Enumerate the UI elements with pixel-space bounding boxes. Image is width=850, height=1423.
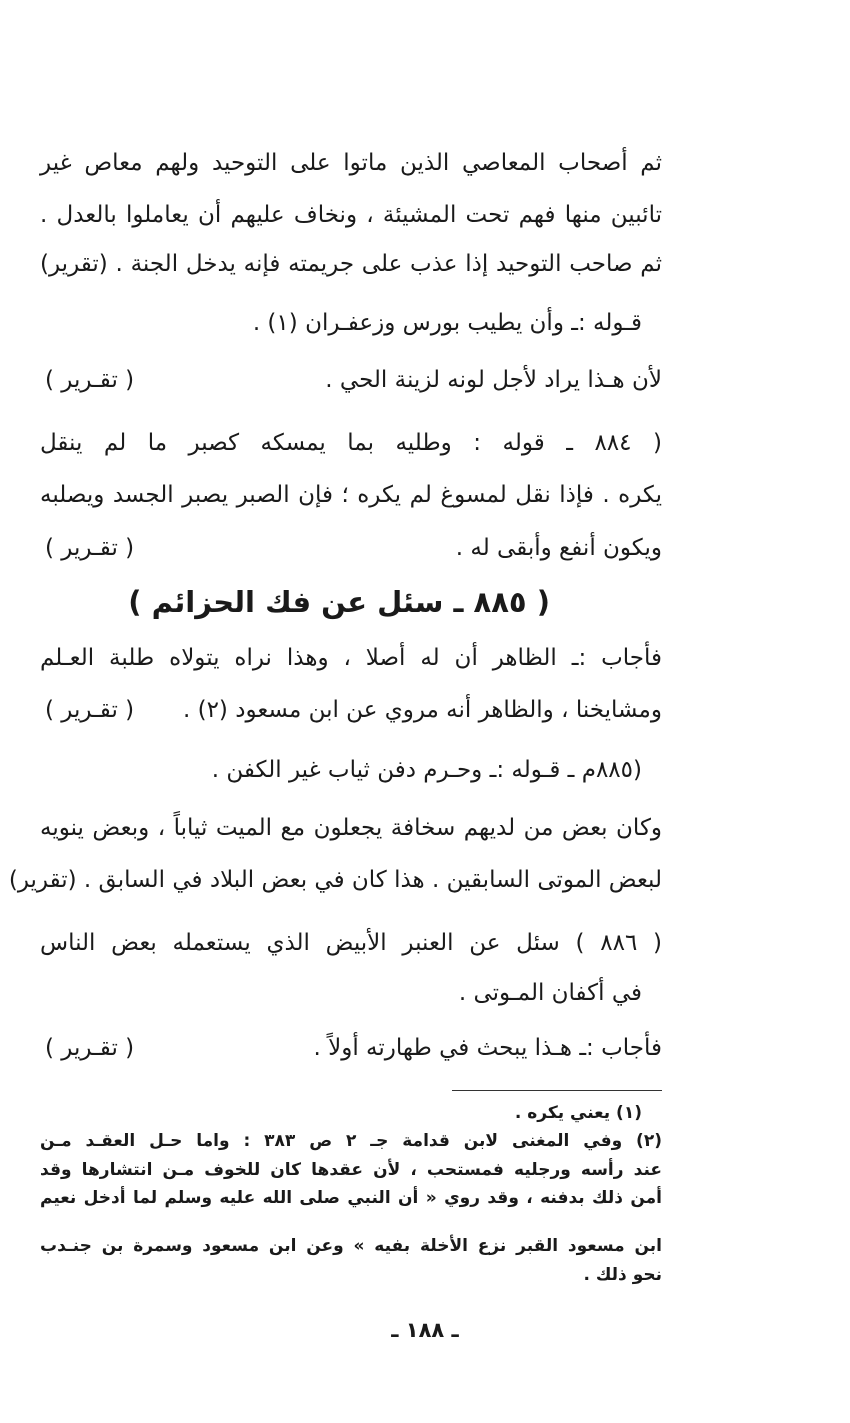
taqrir-label: ( تقـرير ) [45, 535, 135, 561]
footnote-1: (١) يعني يكره . [514, 1103, 642, 1123]
quote-line: (٨٨٥م ـ قـوله :ـ وحـرم دفن ثياب غير الكفن . [211, 757, 642, 783]
footnote-2-line: ابن مسعود القبر نزع الأخلة بفيه » وعن ابن مسعود وسمرة بن جنـدب [40, 1236, 662, 1256]
body-line: تائبين منها فهم تحت المشيئة ، ونخاف عليهم أن يعاملوا بالعدل . [40, 202, 662, 228]
quote-line: قـوله :ـ وأن يطيب بورس وزعفـران (١) . [252, 310, 642, 336]
page-number: ـ ١٨٨ ـ [391, 1318, 459, 1342]
entry-884-line: يكره . فإذا نقل لمسوغ لم يكره ؛ فإن الصبر يصبر الجسد ويصلبه [40, 482, 662, 508]
footnote-2-line: (٢) وفي المغنى لابن قدامة جـ ٢ ص ٣٨٣ : واما حـل العقـد مـن [40, 1131, 662, 1151]
footnote-2-line: نحو ذلك . [583, 1265, 662, 1285]
taqrir-label: ( تقـرير ) [45, 367, 135, 393]
taqrir-label: ( تقـرير ) [45, 697, 135, 723]
answer-line: ومشايخنا ، والظاهر أنه مروي عن ابن مسعود (٢) . [182, 697, 662, 723]
taqrir-label: ( تقـرير ) [45, 1035, 135, 1061]
entry-886-line: ( ٨٨٦ ) سئل عن العنبر الأبيض الذي يستعمله بعض الناس [40, 930, 662, 956]
body-line: لأن هـذا يراد لأجل لونه لزينة الحي . [325, 367, 662, 393]
body-line: ثم صاحب التوحيد إذا عذب على جريمته فإنه يدخل الجنة . (تقرير) [40, 251, 662, 277]
answer-line: فأجاب :ـ الظاهر أن له أصلا ، وهذا نراه يتولاه طلبة العـلم [40, 645, 662, 671]
body-line: وكان بعض من لديهم سخافة يجعلون مع الميت ثياباً ، وبعض ينويه [40, 815, 662, 841]
footnote-2-line: أمن ذلك بدفنه ، وقد روي « أن النبي صلى الله عليه وسلم لما أدخل نعيم [40, 1188, 662, 1208]
answer-line: فأجاب :ـ هـذا يبحث في طهارته أولاً . [313, 1035, 662, 1061]
body-line: لبعض الموتى السابقين . هذا كان في بعض البلاد في السابق . (تقرير) [8, 867, 662, 893]
footnote-2-line: عند رأسه ورجليه فمستحب ، لأن عقدها كان للخوف مـن انتشارها وقد [40, 1160, 662, 1180]
footnote-separator [452, 1090, 662, 1091]
entry-884-line: ( ٨٨٤ ـ قوله : وطليه بما يمسكه كصبر ما لم ينقل [40, 430, 662, 456]
entry-886-line: في أكفان المـوتى . [458, 980, 642, 1006]
body-line: ثم أصحاب المعاصي الذين ماتوا على التوحيد ولهم معاص غير [40, 150, 662, 176]
entry-884-line: ويكون أنفع وأبقى له . [455, 535, 662, 561]
section-heading: ( ٨٨٥ ـ سئل عن فك الحزائم ) [128, 585, 550, 619]
